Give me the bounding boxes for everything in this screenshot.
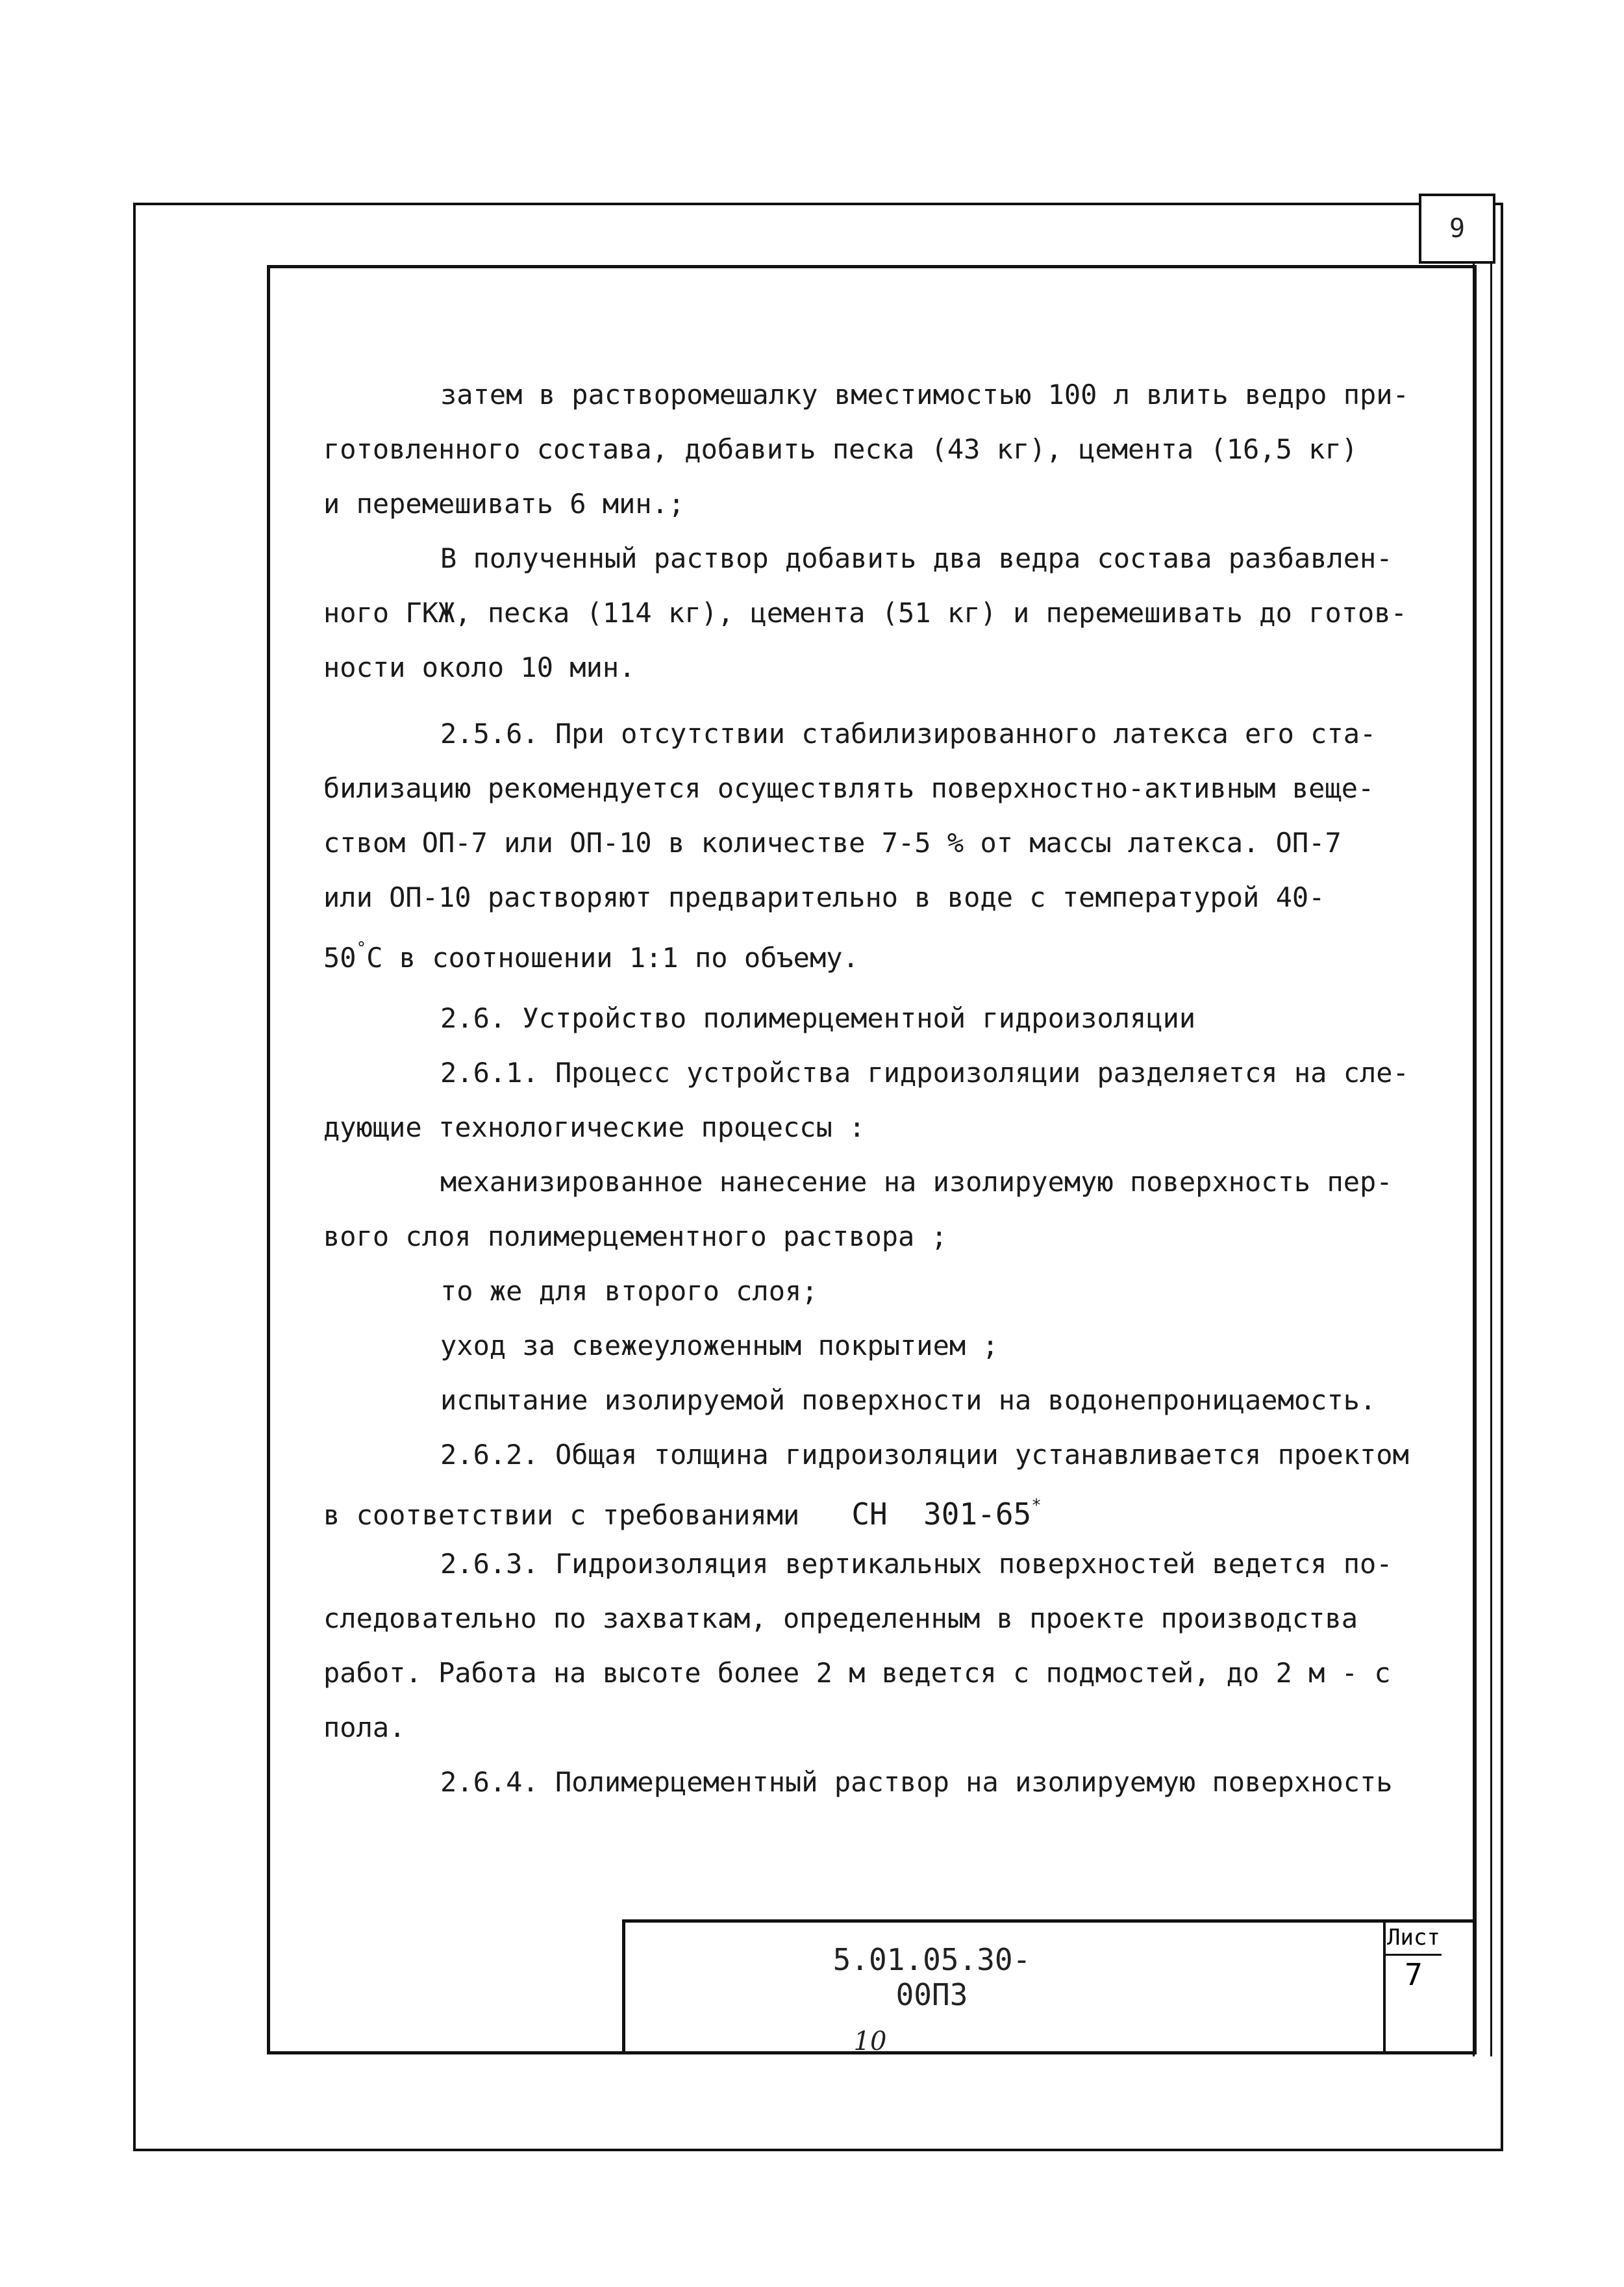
standard-reference: СН 301-65 bbox=[851, 1497, 1032, 1532]
text-line-start: в соответствии с требованиями bbox=[323, 1499, 800, 1531]
text-line-rest: С в соотношении 1:1 по объему. bbox=[366, 942, 859, 974]
handwritten-page-number: 10 bbox=[853, 2027, 887, 2056]
asterisk-mark: * bbox=[1031, 1496, 1042, 1515]
text-line: или ОП-10 растворяют предварительно в воде с температурой 40- bbox=[323, 881, 1325, 913]
degree-sign: ° bbox=[356, 939, 367, 958]
text-line: дующие технологические процессы : bbox=[323, 1111, 866, 1143]
text-line-temperature bbox=[323, 933, 859, 972]
page-number-box bbox=[1419, 194, 1495, 264]
text-line: уход за свежеуложенным покрытием ; bbox=[440, 1330, 999, 1361]
sheet-number-cell bbox=[1383, 1921, 1442, 2054]
text-line: 2.6.4. Полимерцементный раствор на изолируемую поверхность bbox=[440, 1766, 1393, 1798]
temperature-value: 50 bbox=[323, 942, 356, 974]
text-line-standard bbox=[323, 1490, 1042, 1532]
text-line: В полученный раствор добавить два ведра состава разбавлен- bbox=[440, 542, 1393, 574]
text-line: работ. Работа на высоте более 2 м ведется с подмостей, до 2 м - с bbox=[323, 1657, 1391, 1689]
frame-side-strip bbox=[1473, 264, 1492, 2056]
document-code: 5.01.05.30-00ПЗ bbox=[832, 1942, 1031, 2012]
text-line: готовленного состава, добавить песка (43 кг), цемента (16,5 кг) bbox=[323, 433, 1358, 465]
text-line: следовательно по захваткам, определенным в проекте производства bbox=[323, 1602, 1358, 1634]
text-line: то же для второго слоя; bbox=[440, 1275, 818, 1307]
text-line: и перемешивать 6 мин.; bbox=[323, 488, 685, 520]
text-line: 2.6.1. Процесс устройства гидроизоляции разделяется на сле- bbox=[440, 1057, 1409, 1089]
sheet-number: 7 bbox=[1405, 1957, 1423, 1992]
text-line: 2.6.2. Общая толщина гидроизоляции устанавливается проектом bbox=[440, 1439, 1409, 1471]
text-line: ности около 10 мин. bbox=[323, 651, 636, 683]
page-number: 9 bbox=[1449, 214, 1466, 244]
sheet-label: Лист bbox=[1386, 1921, 1442, 1956]
text-line: ного ГКЖ, песка (114 кг), цемента (51 кг) и перемешивать до готов- bbox=[323, 597, 1407, 629]
text-line: 2.5.6. При отсутствии стабилизированного латекса его ста- bbox=[440, 718, 1377, 750]
text-line: испытание изолируемой поверхности на водонепроницаемость. bbox=[440, 1384, 1377, 1416]
text-line: 2.6.3. Гидроизоляция вертикальных поверхностей ведется по- bbox=[440, 1548, 1393, 1580]
section-heading: 2.6. Устройство полимерцементной гидроизоляции bbox=[440, 1002, 1196, 1034]
text-line: затем в растворомешалку вместимостью 100 л влить ведро при- bbox=[440, 379, 1409, 411]
text-line: вого слоя полимерцементного раствора ; bbox=[323, 1220, 947, 1252]
text-line: билизацию рекомендуется осуществлять поверхностно-активным веще- bbox=[323, 772, 1375, 804]
text-line: ством ОП-7 или ОП-10 в количестве 7-5 % от массы латекса. ОП-7 bbox=[323, 827, 1342, 859]
text-line: механизированное нанесение на изолируемую поверхность пер- bbox=[440, 1166, 1393, 1198]
text-line: пола. bbox=[323, 1712, 406, 1743]
